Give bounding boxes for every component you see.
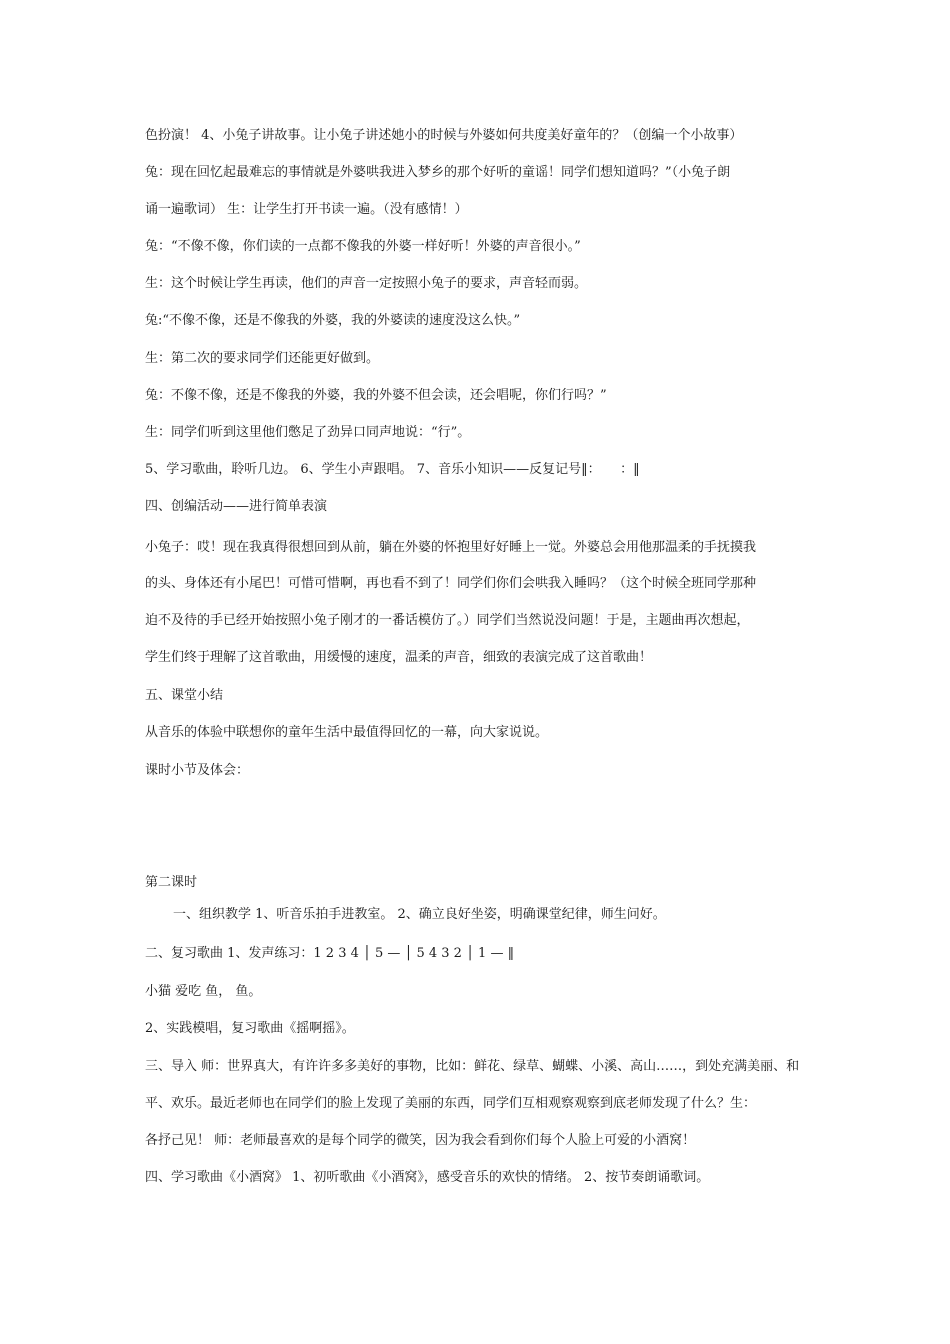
text-line: 一、组织教学 1、听音乐拍手进教室。 2、确立良好坐姿，明确课堂纪律，师生问好。: [173, 907, 666, 922]
section-heading: 四、创编活动——进行简单表演: [145, 499, 328, 514]
text-line: 三、导入 师：世界真大，有许许多多美好的事物，比如：鲜花、绿草、蝴蝶、小溪、高山……，到处充满美丽、和: [145, 1059, 800, 1074]
text-line: 小兔子：哎！现在我真得很想回到从前，躺在外婆的怀抱里好好睡上一觉。外婆总会用他那温柔的手抚摸我: [145, 540, 757, 555]
text-line: 从音乐的体验中联想你的童年生活中最值得回忆的一幕，向大家说说。: [145, 725, 549, 740]
text-line: 兔：不像不像，还是不像我的外婆，我的外婆不但会读，还会唱呢，你们行吗？”: [145, 388, 607, 403]
text-line: 四、学习歌曲《小酒窝》 1、初听歌曲《小酒窝》，感受音乐的欢快的情绪。 2、按节奏朗诵歌词。: [145, 1170, 710, 1185]
text-line: 各抒己见！ 师：老师最喜欢的是每个同学的微笑，因为我会看到你们每个人脸上可爱的小酒窝！: [145, 1133, 696, 1148]
section-heading: 五、课堂小结: [145, 688, 224, 703]
text-line: 5、学习歌曲，聆听几边。 6、学生小声跟唱。 7、音乐小知识——反复记号‖： ：‖: [145, 462, 640, 477]
text-line: 二、复习歌曲 1、发声练习：1 2 3 4 │ 5 — │ 5 4 3 2 │ 1 — ‖: [145, 946, 515, 961]
text-line: 诵一遍歌词） 生：让学生打开书读一遍。（没有感情！）: [145, 202, 468, 217]
text-line: 平、欢乐。最近老师也在同学们的脸上发现了美丽的东西，同学们互相观察观察到底老师发现了什么？生：: [145, 1096, 757, 1111]
text-line: 生：同学们听到这里他们憋足了劲异口同声地说：“行”。: [145, 425, 471, 440]
text-line: 小猫 爱吃 鱼， 鱼。: [145, 984, 262, 999]
text-line: 2、实践模唱，复习歌曲《摇啊摇》。: [145, 1021, 355, 1036]
text-line: 的头、身体还有小尾巴！可惜可惜啊，再也看不到了！同学们你们会哄我入睡吗？（这个时候全班同学那种: [145, 576, 757, 591]
text-line: 兔:“不像不像，还是不像我的外婆，我的外婆读的速度没这么快。”: [145, 313, 521, 328]
text-line: 生：第二次的要求同学们还能更好做到。: [145, 351, 380, 366]
text-line: 色扮演！ 4、小兔子讲故事。让小兔子讲述她小的时候与外婆如何共度美好童年的？（创编一个小故事）: [145, 128, 743, 143]
text-line: 迫不及待的手已经开始按照小兔子刚才的一番话模仿了。）同学们当然说没问题！于是，主题曲再次想起，: [145, 613, 750, 628]
text-line: 课时小节及体会：: [145, 763, 250, 778]
text-line: 兔：现在回忆起最难忘的事情就是外婆哄我进入梦乡的那个好听的童谣！同学们想知道吗？”（小兔子朗: [145, 165, 731, 180]
text-line: 生：这个时候让学生再读，他们的声音一定按照小兔子的要求，声音轻而弱。: [145, 276, 588, 291]
text-line: 学生们终于理解了这首歌曲，用缓慢的速度，温柔的声音，细致的表演完成了这首歌曲！: [145, 650, 653, 665]
section-heading: 第二课时: [145, 875, 198, 890]
text-line: 兔：“不像不像，你们读的一点都不像我的外婆一样好听！外婆的声音很小。”: [145, 239, 581, 254]
